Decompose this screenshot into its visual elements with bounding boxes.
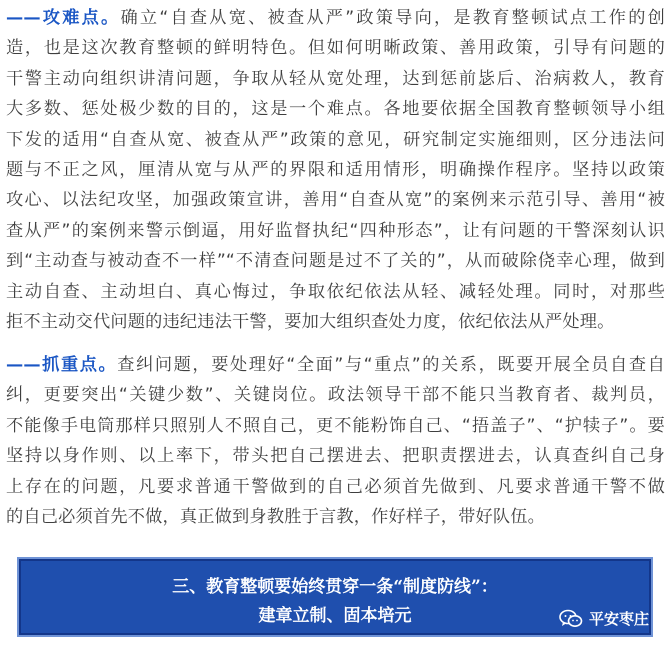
paragraph-line: ——攻难点。确立“自查从宽、被查从严”政策导向，是教育整顿试点工作的创 (6, 8, 665, 28)
section-lead: ——攻难点。 (6, 8, 121, 28)
paragraph-line: 上存在的问题，凡要求普通干警做到的自己必须首先做到、凡要求普通干警不做 (6, 476, 665, 497)
paragraph-line: 纠，更要突出“关键少数”、关键岗位。政法领导干部不能只当教育者、裁判员， (6, 385, 665, 406)
paragraph-line: 下发的适用“自查从宽、被查从严”政策的意见，研究制定实施细则，区分违法问 (6, 129, 665, 150)
wechat-icon (559, 609, 583, 629)
paragraph-line: 坚持以身作则、以上率下，带头把自己摆进去、把职责摆进去，认真查纠自己身 (6, 446, 665, 467)
paragraph-line: 拒不主动交代问题的违纪违法干警，要加大组织查处力度，依纪依法从严处理。 (6, 312, 615, 333)
paragraph-line: 造，也是这次教育整顿的鲜明特色。但如何明晰政策、善用政策，引导有问题的 (6, 38, 665, 59)
paragraph-line: 题与不正之风，厘清从宽与从严的界限和适用情形，明确操作程序。坚持以政策 (6, 160, 665, 181)
section-lead: ——抓重点。 (6, 355, 118, 375)
paragraph-line: 主动自查、主动坦白、真心悔过，争取依纪依法从轻、减轻处理。同时，对那些 (6, 281, 665, 302)
paragraph-tackle-difficulties (6, 3, 665, 337)
paragraph-line: 大多数、惩处极少数的目的，这是一个难点。各地要依据全国教育整顿领导小组 (6, 99, 665, 120)
paragraph-line: 干警主动向组织讲清问题，争取从轻从宽处理，达到惩前毖后、治病救人，教育 (6, 68, 665, 89)
paragraph-line: 不能像手电筒那样只照别人不照自己，更不能粉饰自己、“捂盖子”、“护犊子”。要 (6, 415, 665, 436)
banner-title: 三、教育整顿要始终贯穿一条“制度防线”： (172, 577, 498, 597)
paragraph-line: ——抓重点。查纠问题，要处理好“全面”与“重点”的关系，既要开展全员自查自 (6, 355, 665, 375)
paragraph-grasp-key-points (6, 350, 665, 532)
section-heading-banner (17, 557, 653, 637)
paragraph-line: 到“主动查与被动查不一样”“不清查问题是过不了关的”，从而破除侥幸心理，做到 (6, 251, 665, 272)
banner-subtitle: 建章立制、固本培元 (258, 606, 412, 626)
paragraph-line: 的自己必须首先不做，真正做到身教胜于言教，作好样子，带好队伍。 (6, 507, 546, 528)
paragraph-line: 查从严”的案例来警示倒逼，用好监督执纪“四种形态”，让有问题的干警深刻认识 (6, 220, 665, 241)
wechat-watermark (559, 608, 649, 629)
paragraph-line: 攻心、以法纪攻坚，加强政策宣讲，善用“自查从宽”的案例来示范引导、善用“被 (6, 190, 665, 211)
watermark-text: 平安枣庄 (588, 610, 649, 628)
